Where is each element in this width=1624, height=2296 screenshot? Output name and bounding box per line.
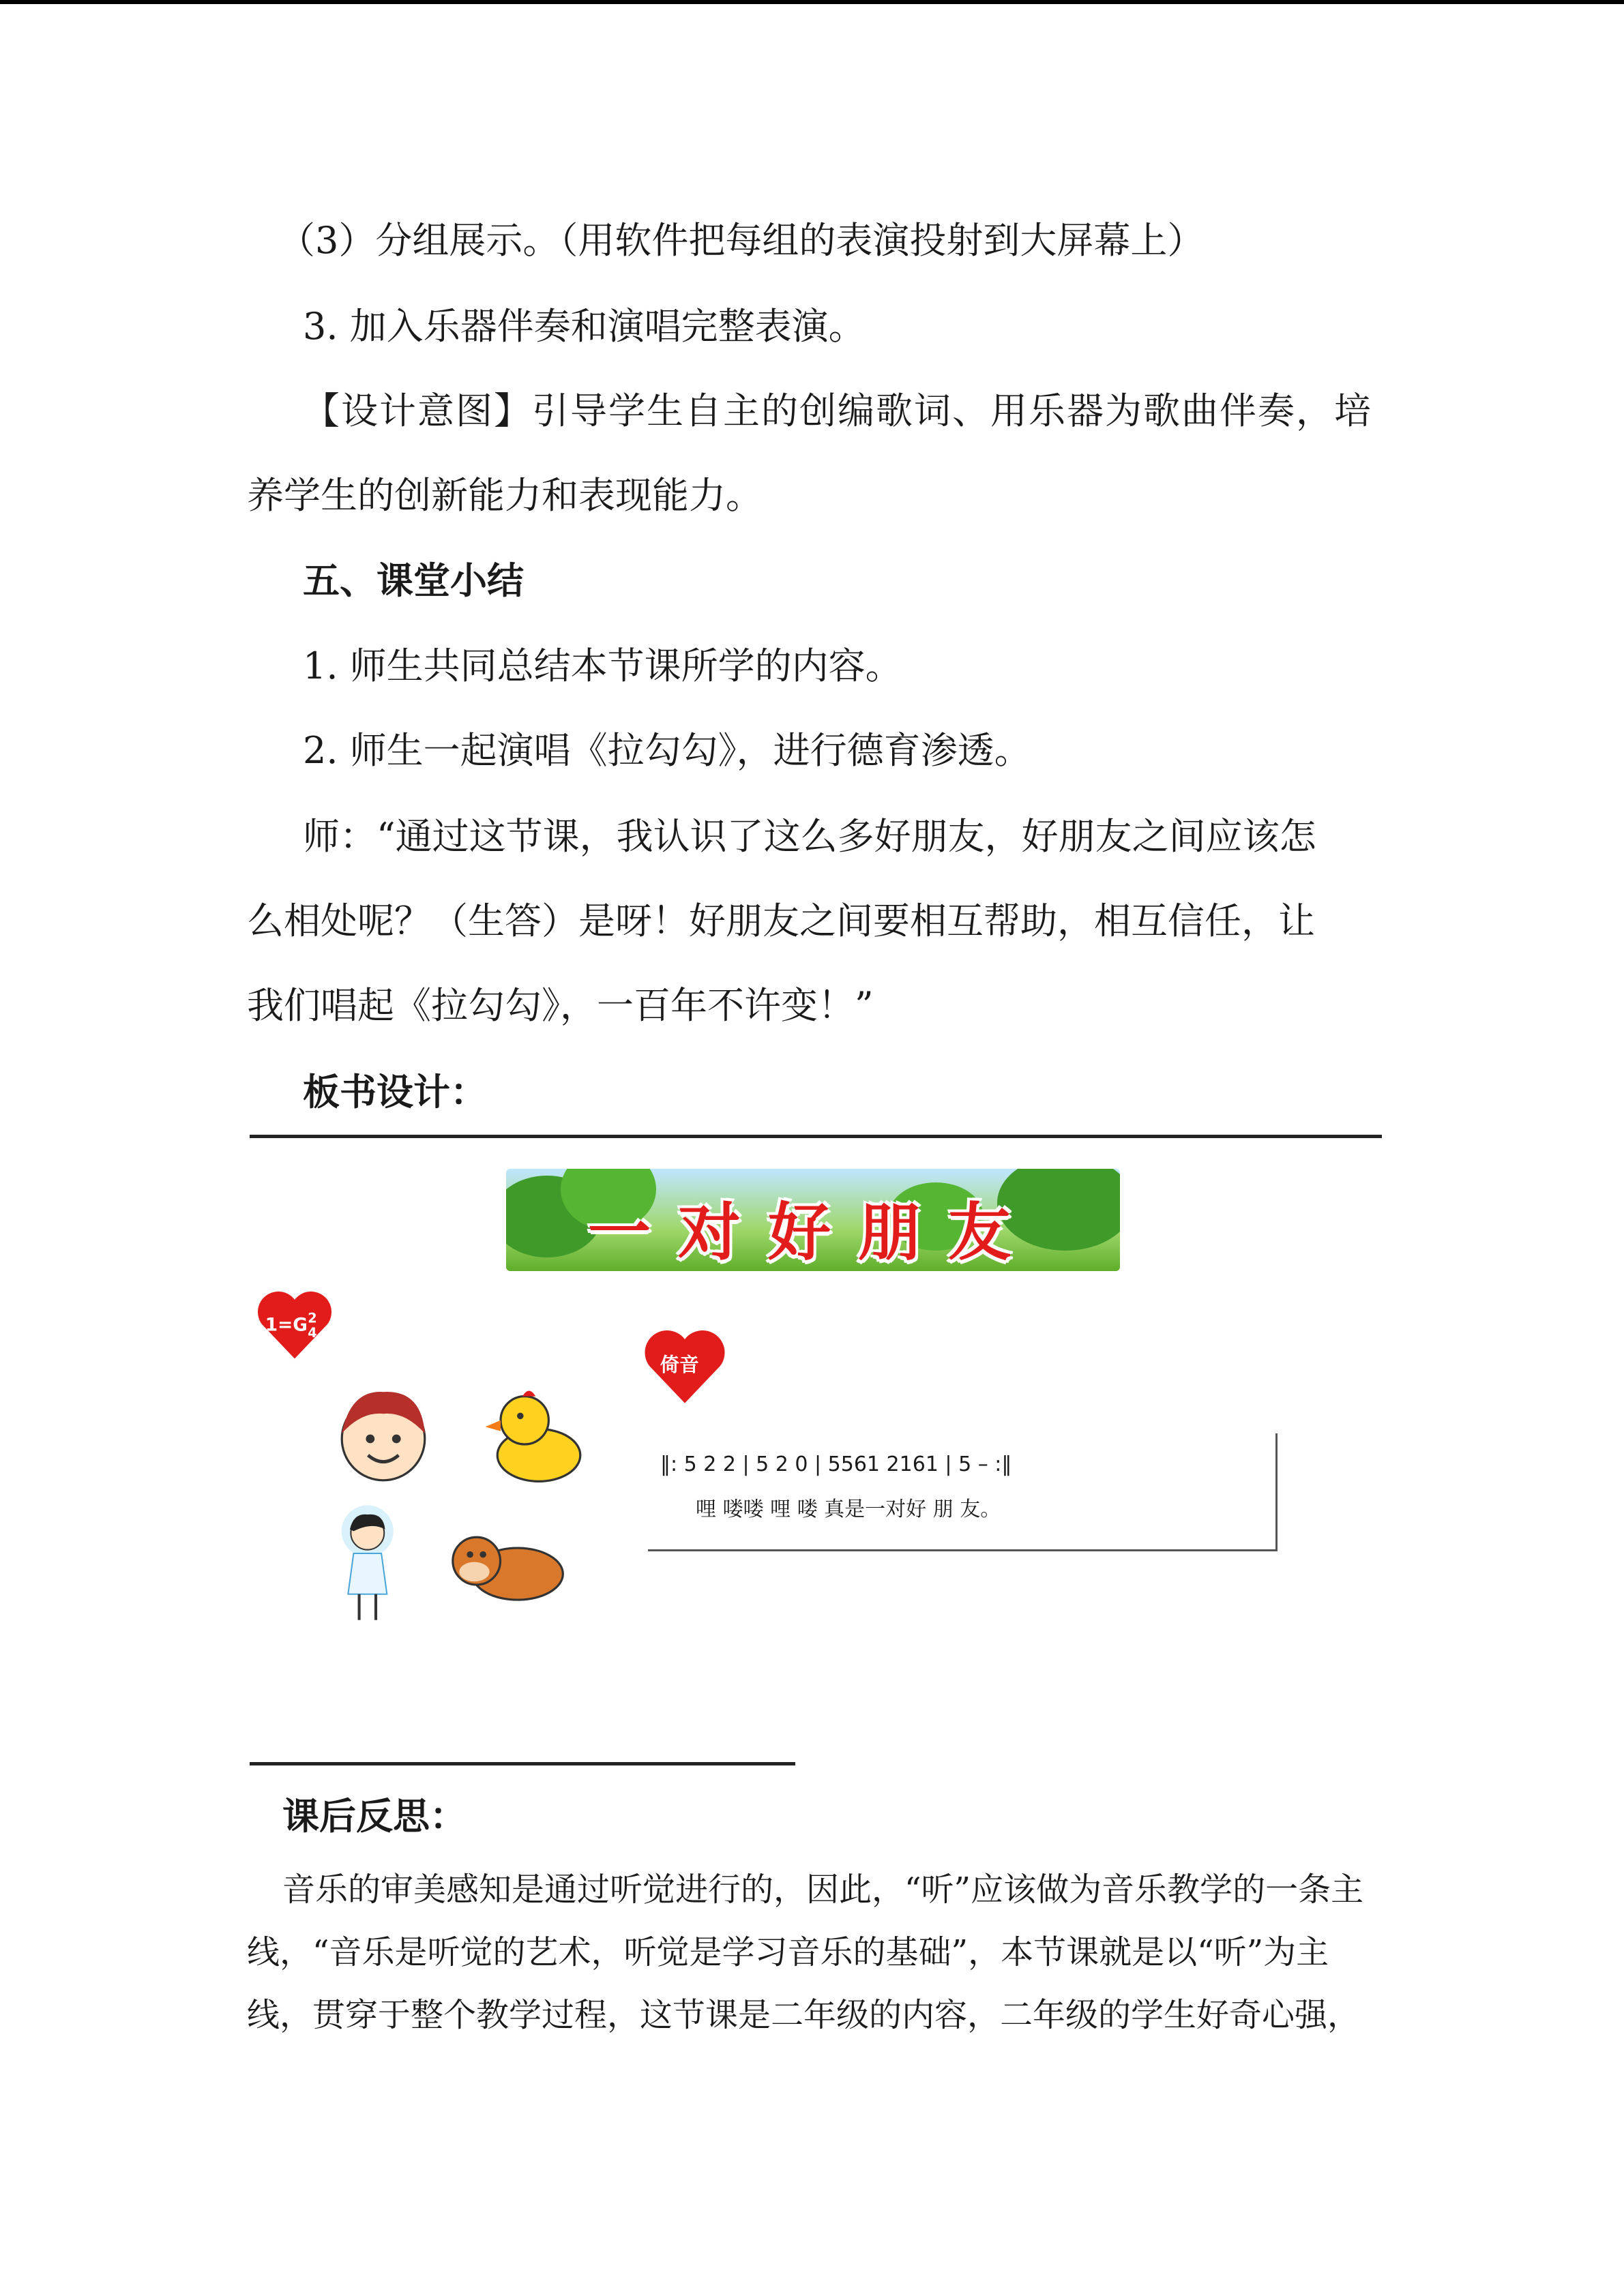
reflection-line-3: 线，贯穿于整个教学过程，这节课是二年级的内容，二年级的学生好奇心强， xyxy=(247,1996,1361,2034)
score-lyrics: 哩 喽喽 哩 喽 真是一对好 朋 友。 xyxy=(696,1497,1001,1521)
music-score xyxy=(648,1433,1278,1551)
section-heading-summary: 五、课堂小结 xyxy=(303,558,524,602)
paragraph-summary-1: 1. 师生共同总结本节课所学的内容。 xyxy=(303,644,902,687)
key-signature-heart-icon xyxy=(254,1283,336,1365)
key-signature-text: 1=G xyxy=(265,1314,308,1336)
girl-icon xyxy=(315,1502,411,1631)
paragraph-summary-2: 2. 师生一起演唱《拉勾勾》，进行德育渗透。 xyxy=(303,729,1031,772)
time-signature-bottom: 4 xyxy=(308,1325,317,1341)
page-top-border xyxy=(0,0,1624,4)
grace-note-heart-icon xyxy=(637,1322,733,1410)
reflection-heading: 课后反思： xyxy=(282,1794,467,1838)
paragraph-teacher-quote-3: 我们唱起《拉勾勾》，一百年不许变！” xyxy=(247,984,874,1027)
time-signature-top: 2 xyxy=(308,1310,317,1326)
paragraph-instrument-performance: 3. 加入乐器伴奏和演唱完整表演。 xyxy=(303,305,866,348)
grace-note-label: 倚音 xyxy=(660,1352,699,1376)
paragraph-group-show: （3）分组展示。（用软件把每组的表演投射到大屏幕上） xyxy=(278,219,1205,262)
title-banner xyxy=(506,1169,1120,1271)
board-top-rule xyxy=(250,1135,1382,1138)
score-notes: ‖: 5 2 2 | 5 2 0 | 5561 2161 | 5 – :‖ xyxy=(660,1452,1012,1476)
banner-title: 一对好朋友 xyxy=(587,1196,1038,1269)
blackboard-design-image xyxy=(254,1147,1379,1761)
paragraph-design-intent-2: 养学生的创新能力和表现能力。 xyxy=(247,474,763,517)
paragraph-design-intent-1: 【设计意图】引导学生自主的创编歌词、用乐器为歌曲伴奏，培 xyxy=(303,389,1372,432)
paragraph-teacher-quote-2: 么相处呢？（生答）是呀！好朋友之间要相互帮助，相互信任，让 xyxy=(247,899,1315,942)
boy-face-icon xyxy=(329,1379,438,1488)
reflection-line-2: 线，“音乐是听觉的艺术，听觉是学习音乐的基础”，本节课就是以“听”为主 xyxy=(247,1933,1329,1971)
reflection-line-1: 音乐的审美感知是通过听觉进行的，因此，“听”应该做为音乐教学的一条主 xyxy=(282,1870,1364,1909)
paragraph-teacher-quote-1: 师：“通过这节课，我认识了这么多好朋友，好朋友之间应该怎 xyxy=(303,815,1316,858)
cow-icon xyxy=(442,1515,572,1617)
board-bottom-rule xyxy=(250,1762,795,1765)
section-heading-board-design: 板书设计： xyxy=(303,1070,487,1114)
duck-icon xyxy=(479,1379,588,1488)
